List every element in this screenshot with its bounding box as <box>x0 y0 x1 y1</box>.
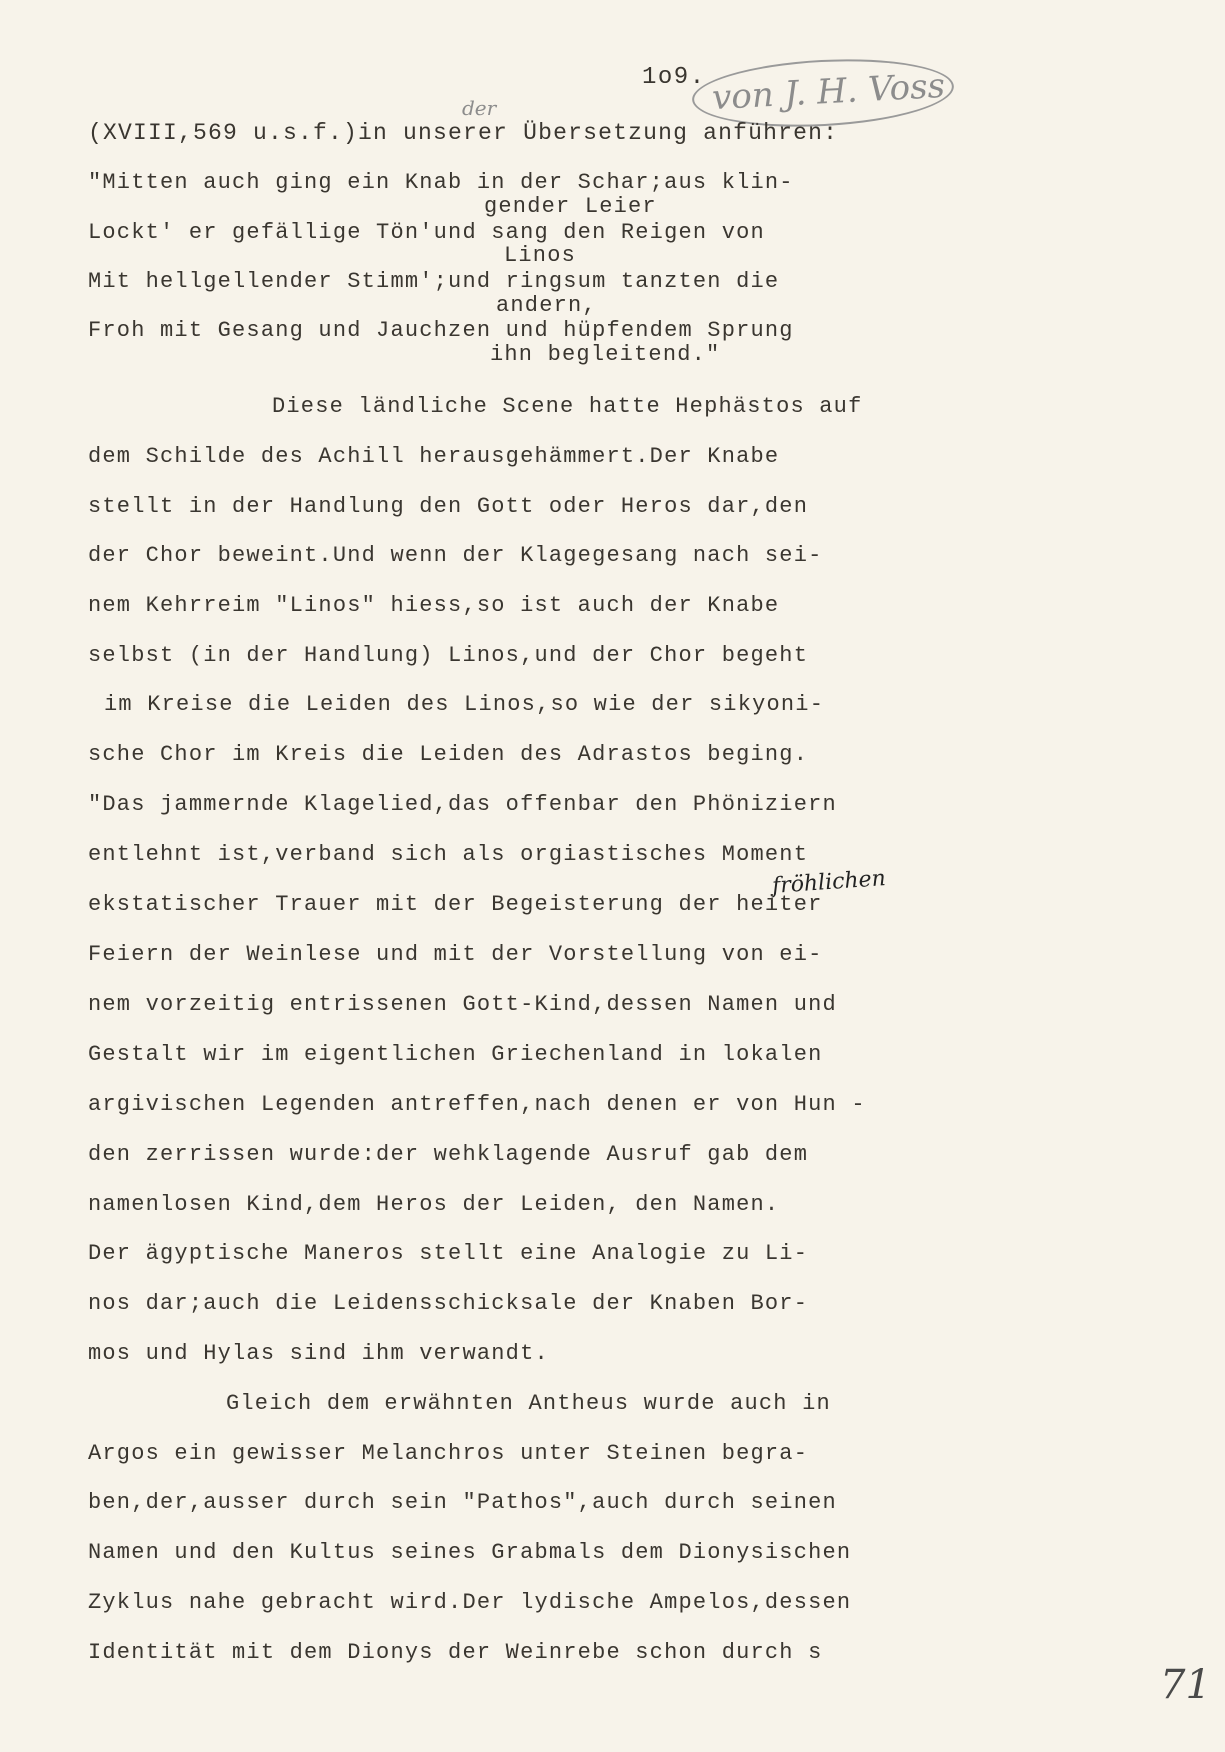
pencil-annotation: von J. H. Voss <box>711 65 946 119</box>
para1-line-13: nem vorzeitig entrissenen Gott-Kind,dessen Namen und <box>88 992 837 1017</box>
para2-line-1: Gleich dem erwähnten Antheus wurde auch in <box>226 1391 831 1416</box>
intro-line: (XVIII,569 u.s.f.)in unserer Übersetzung anführen: <box>88 120 839 146</box>
para2-line-4: Namen und den Kultus seines Grabmals dem Dionysischen <box>88 1540 852 1565</box>
para1-line-12: Feiern der Weinlese und mit der Vorstellung von ei- <box>88 942 823 967</box>
para1-line-10: entlehnt ist,verband sich als orgiastisches Moment <box>88 842 809 867</box>
para1-line-15: argivischen Legenden antreffen,nach denen er von Hun - <box>88 1092 866 1117</box>
para1-line-8: sche Chor im Kreis die Leiden des Adrastos beging. <box>88 742 809 767</box>
para1-line-7: im Kreise die Leiden des Linos,so wie der sikyoni- <box>104 692 825 717</box>
verse-line-4: Froh mit Gesang und Jauchzen und hüpfendem Sprung <box>88 318 794 343</box>
verse-line-2: Lockt' er gefällige Tön'und sang den Reigen von <box>88 220 765 245</box>
verse-cont-2: Linos <box>504 243 577 268</box>
para1-line-17: namenlosen Kind,dem Heros der Leiden, den Namen. <box>88 1192 780 1217</box>
para2-line-5: Zyklus nahe gebracht wird.Der lydische Ampelos,dessen <box>88 1590 852 1615</box>
para1-line-1: Diese ländliche Scene hatte Hephästos auf <box>272 394 863 419</box>
para2-line-2: Argos ein gewisser Melanchros unter Steinen begra- <box>88 1441 809 1466</box>
verse-cont-3: andern, <box>496 293 597 318</box>
para1-line-5: nem Kehrreim "Linos" hiess,so ist auch der Knabe <box>88 593 780 618</box>
para1-line-19: nos dar;auch die Leidensschicksale der Knaben Bor- <box>88 1291 809 1316</box>
verse-cont-1: gender Leier <box>484 194 657 219</box>
page-number: 1o9. <box>642 64 706 91</box>
para1-line-3: stellt in der Handlung den Gott oder Heros dar,den <box>88 494 809 519</box>
para2-line-6: Identität mit dem Dionys der Weinrebe schon durch s <box>88 1640 823 1665</box>
para1-line-11: ekstatischer Trauer mit der Begeisterung der heiter <box>88 892 823 917</box>
para1-line-2: dem Schilde des Achill herausgehämmert.Der Knabe <box>88 444 780 469</box>
para1-line-14: Gestalt wir im eigentlichen Griechenland in lokalen <box>88 1042 823 1067</box>
verse-cont-4: ihn begleitend." <box>490 342 721 367</box>
verse-line-1: "Mitten auch ging ein Knab in der Schar;aus klin- <box>88 170 794 195</box>
insertion-der: der <box>462 96 497 120</box>
para1-line-4: der Chor beweint.Und wenn der Klagegesang nach sei- <box>88 543 823 568</box>
para1-line-18: Der ägyptische Maneros stellt eine Analogie zu Li- <box>88 1241 809 1266</box>
folio-number: 71 <box>1160 1662 1211 1708</box>
verse-line-3: Mit hellgellender Stimm';und ringsum tanzten die <box>88 269 780 294</box>
para1-line-6: selbst (in der Handlung) Linos,und der Chor begeht <box>88 643 809 668</box>
para1-line-9: "Das jammernde Klagelied,das offenbar den Phöniziern <box>88 792 837 817</box>
para2-line-3: ben,der,ausser durch sein "Pathos",auch durch seinen <box>88 1490 837 1515</box>
handwritten-froehlichen: fröhlichen <box>771 866 887 899</box>
para1-line-16: den zerrissen wurde:der wehklagende Ausruf gab dem <box>88 1142 809 1167</box>
para1-line-20: mos und Hylas sind ihm verwandt. <box>88 1341 549 1366</box>
